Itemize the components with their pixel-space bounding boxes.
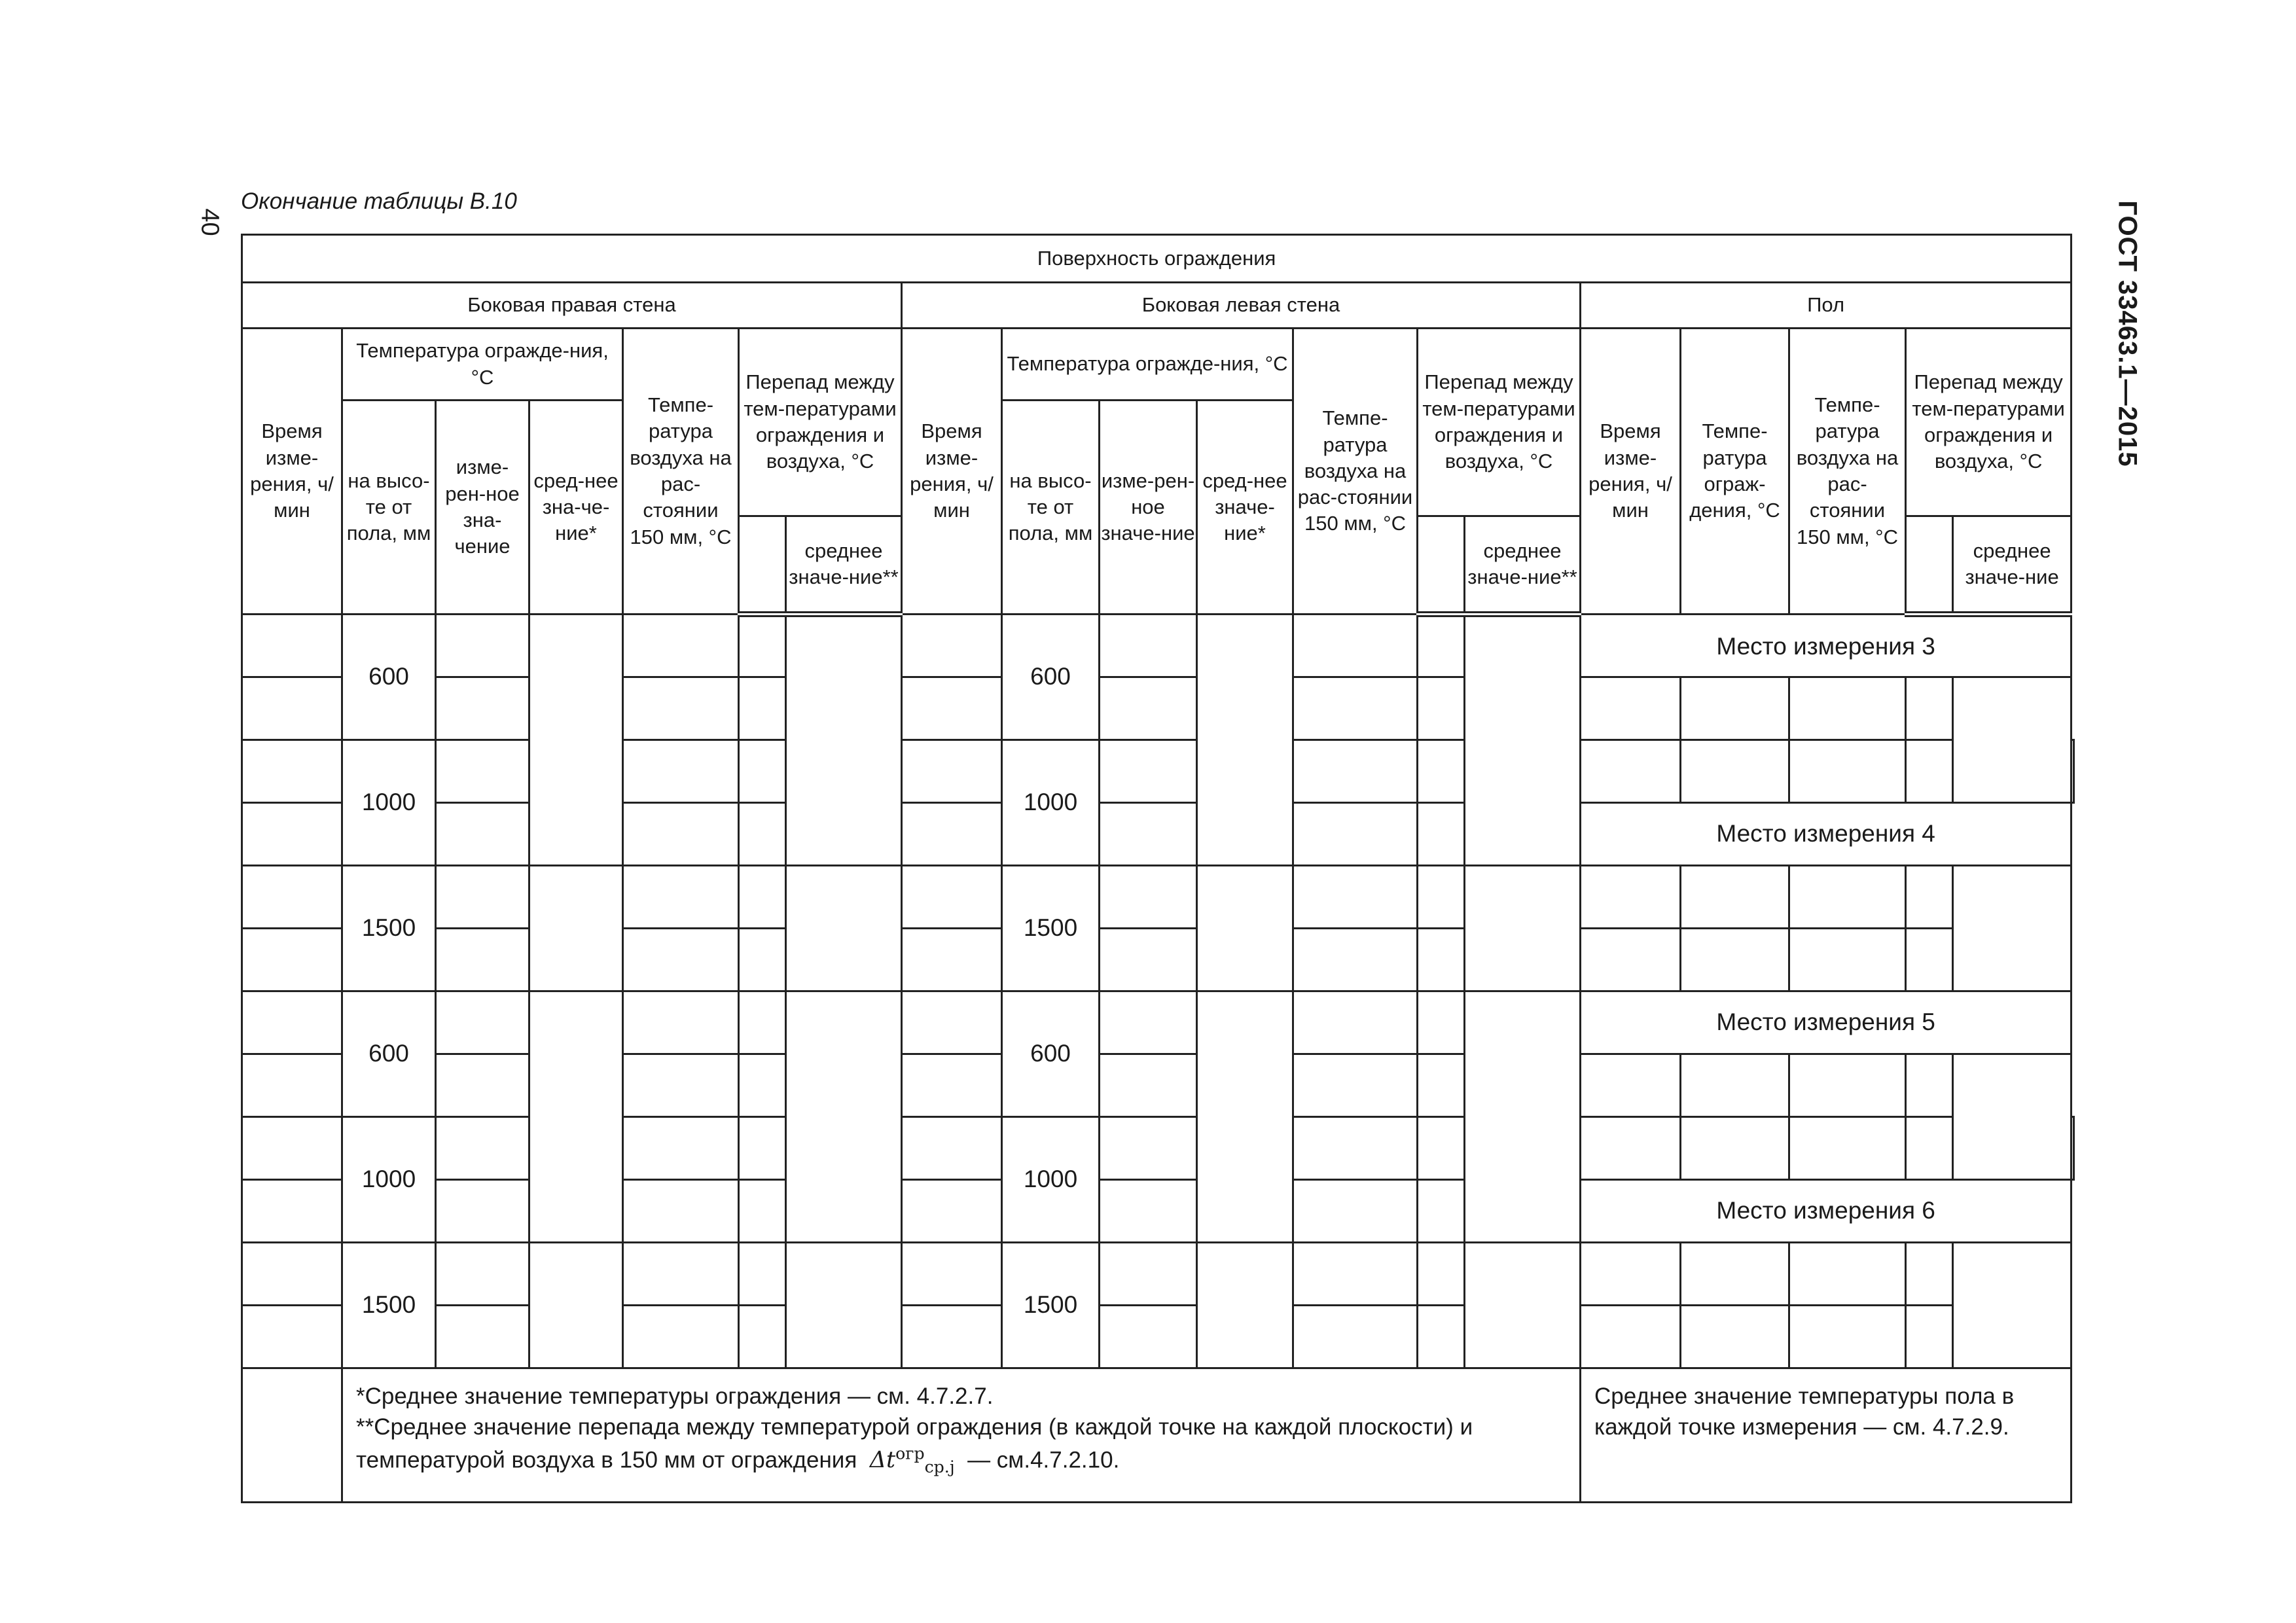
air-temp-header: Темпе-ратура воздуха на рас-стоянии 150 мм, °C: [1293, 329, 1418, 615]
table-cell: [1789, 1054, 1906, 1117]
table-cell: [1789, 740, 1906, 803]
table-cell: [1100, 615, 1197, 677]
table-cell: [623, 866, 739, 929]
floor-footnote: Среднее значение температуры пола в каждой точке измерения — см. 4.7.2.9.: [1581, 1368, 2072, 1503]
table-cell: [1681, 677, 1789, 740]
table-cell: [436, 929, 529, 991]
table-cell: [1906, 866, 1953, 929]
table-cell: [1418, 677, 1465, 740]
average-value-header: сред-нее значе-ние*: [1197, 401, 1293, 615]
table-cell: [1418, 803, 1465, 866]
table-cell: [242, 803, 342, 866]
table-cell: [902, 1054, 1002, 1117]
footnote-2-text: **Среднее значение перепада между температурой ограждения (в каждой точке на каждой плоскости) и температурой воздуха в 150 мм от ограждения: [356, 1414, 1473, 1473]
table-cell: [739, 1306, 786, 1368]
table-cell: [1418, 929, 1465, 991]
diff-header: Перепад между тем-пературами ограждения и воздуха, °C: [1418, 329, 1581, 516]
table-cell: [1581, 866, 1681, 929]
table-cell: [436, 866, 529, 929]
table-cell: [1100, 803, 1197, 866]
table-cell: [786, 991, 902, 1243]
height-value: 1500: [1002, 1243, 1100, 1368]
diff-average-header: среднее значе-ние**: [1465, 516, 1581, 615]
table-cell: [529, 991, 623, 1243]
table-cell: [1418, 1180, 1465, 1243]
table-cell: [739, 615, 786, 677]
height-value: 600: [342, 991, 436, 1117]
table-cell: [1906, 1054, 1953, 1117]
table-cell: [902, 740, 1002, 803]
delta-t-formula: [869, 1444, 955, 1477]
height-header: на высо-те от пола, мм: [342, 401, 436, 615]
table-cell: [436, 991, 529, 1054]
table-cell: [623, 740, 739, 803]
table-cell: [242, 991, 342, 1054]
time-header: Время изме-рения, ч/мин: [1581, 329, 1681, 615]
table-cell: [739, 803, 786, 866]
table-cell: [623, 991, 739, 1054]
measurement-table: [241, 234, 2075, 1503]
table-cell: [436, 677, 529, 740]
height-value: 1000: [1002, 740, 1100, 866]
height-value: 1500: [342, 1243, 436, 1368]
table-cell: [739, 740, 786, 803]
table-cell: [1418, 1117, 1465, 1180]
table-cell: [242, 615, 342, 677]
air-temp-header: Темпе-ратура воздуха на рас-стоянии 150 мм, °C: [623, 329, 739, 615]
left-wall-header: Боковая левая стена: [902, 283, 1581, 329]
table-cell: [1197, 1243, 1293, 1368]
table-cell: [1681, 1243, 1789, 1306]
table-cell: [1681, 866, 1789, 929]
table-cell: [902, 866, 1002, 929]
height-value: 600: [1002, 991, 1100, 1117]
table-cell: [1906, 1117, 1953, 1180]
height-header: на высо-те от пола, мм: [1002, 401, 1100, 615]
height-value: 1000: [342, 1117, 436, 1243]
table-cell: [1293, 1306, 1418, 1368]
table-cell: [529, 615, 623, 866]
table-cell: [902, 1180, 1002, 1243]
table-cell: [1418, 1243, 1465, 1306]
table-cell: [242, 1054, 342, 1117]
table-cell: [902, 1243, 1002, 1306]
table-cell: [623, 1180, 739, 1243]
footnote-1: *Среднее значение температуры ограждения — см. 4.7.2.7.: [356, 1383, 994, 1409]
table-cell: [1197, 991, 1293, 1243]
table-cell: [739, 1054, 786, 1117]
diff-average-header: среднее значе-ние**: [786, 516, 902, 615]
table-cell: [2072, 1117, 2074, 1180]
footnotes: [342, 1368, 1581, 1503]
time-header: Время изме-рения, ч/мин: [242, 329, 342, 615]
table-cell: [623, 1243, 739, 1306]
table-cell: [436, 615, 529, 677]
table-cell: [242, 1180, 342, 1243]
floor-diff-header: Перепад между тем-пературами ограждения и воздуха, °C: [1906, 329, 2072, 516]
standard-code-text: ГОСТ 33463.1—2015: [2113, 200, 2142, 467]
table-cell: [1681, 1117, 1789, 1180]
table-cell: [1293, 740, 1418, 803]
diff-empty-subcell: [739, 516, 786, 615]
measurement-place-label: Место измерения 3: [1581, 615, 2072, 677]
table-cell: [1953, 1054, 2072, 1180]
table-cell: [786, 1243, 902, 1368]
table-cell: [623, 929, 739, 991]
table-cell: [242, 1306, 342, 1368]
table-cell: [1100, 740, 1197, 803]
table-cell: [1100, 866, 1197, 929]
table-cell: [1789, 677, 1906, 740]
table-cell: [1100, 1117, 1197, 1180]
table-caption: Окончание таблицы В.10: [241, 188, 517, 214]
table-cell: [1953, 866, 2072, 991]
table-cell: [902, 1306, 1002, 1368]
table-cell: [1100, 1180, 1197, 1243]
footnote-2: [356, 1412, 1566, 1478]
table-cell: [623, 803, 739, 866]
enclosure-temp-header: Температура огражде-ния, °C: [342, 329, 623, 401]
table-cell: [529, 1243, 623, 1368]
table-cell: [902, 991, 1002, 1054]
table-cell: [1906, 1306, 1953, 1368]
table-cell: [1293, 803, 1418, 866]
table-cell: [242, 866, 342, 929]
table-cell: [1465, 991, 1581, 1243]
table-cell: [1789, 1243, 1906, 1306]
height-value: 600: [1002, 615, 1100, 740]
height-value: 1500: [1002, 866, 1100, 991]
measured-value-header: изме-рен-ное зна-чение: [436, 401, 529, 615]
table-cell: [623, 677, 739, 740]
table-cell: [1789, 1117, 1906, 1180]
table-cell: [623, 615, 739, 677]
floor-temp-header: Темпе-ратура ограж-дения, °C: [1681, 329, 1789, 615]
table-cell: [1293, 1243, 1418, 1306]
table-cell: [1465, 1243, 1581, 1368]
table-cell: [739, 1117, 786, 1180]
table-cell: [1953, 1243, 2072, 1368]
table-cell: [902, 677, 1002, 740]
table-cell: [1906, 740, 1953, 803]
table-cell: [436, 1117, 529, 1180]
table-cell: [1293, 991, 1418, 1054]
height-value: 1000: [342, 740, 436, 866]
diff-empty-subcell: [1418, 516, 1465, 615]
floor-header: Пол: [1581, 283, 2072, 329]
measured-value-header: изме-рен-ное значе-ние: [1100, 401, 1197, 615]
table-cell: [902, 803, 1002, 866]
table-cell: [1197, 866, 1293, 991]
table-cell: [1789, 1306, 1906, 1368]
table-cell: [1100, 677, 1197, 740]
table-cell: [436, 740, 529, 803]
table-cell: [1581, 1306, 1681, 1368]
table-cell: [1581, 677, 1681, 740]
table-cell: [1581, 1243, 1681, 1306]
table-cell: [1197, 615, 1293, 866]
measurement-place-label: Место измерения 6: [1581, 1180, 2072, 1243]
table-cell: [1293, 866, 1418, 929]
table-cell: [1293, 677, 1418, 740]
table-cell: [2072, 740, 2074, 803]
table-cell: [1906, 929, 1953, 991]
time-header: Время изме-рения, ч/мин: [902, 329, 1002, 615]
right-wall-header: Боковая правая стена: [242, 283, 902, 329]
table-cell: [436, 1306, 529, 1368]
height-value: 1000: [1002, 1117, 1100, 1243]
table-cell: [739, 1243, 786, 1306]
table-cell: [623, 1117, 739, 1180]
enclosure-temp-header: Температура огражде-ния, °C: [1002, 329, 1293, 401]
table-cell: [1581, 1117, 1681, 1180]
table-cell: [739, 1180, 786, 1243]
table-cell: [1100, 1243, 1197, 1306]
table-cell: [1100, 1054, 1197, 1117]
table-cell: [1681, 929, 1789, 991]
table-cell: [436, 1180, 529, 1243]
table-cell: [1789, 866, 1906, 929]
footnote-2-ref: — см.4.7.2.10.: [967, 1447, 1120, 1473]
table-cell: [902, 929, 1002, 991]
table-cell: [902, 1117, 1002, 1180]
table-cell: [902, 615, 1002, 677]
table-cell: [242, 1117, 342, 1180]
height-value: 600: [342, 615, 436, 740]
table-cell: [1906, 1243, 1953, 1306]
table-cell: [1418, 991, 1465, 1054]
table-cell: [1418, 615, 1465, 677]
formula-sup: огр: [895, 1444, 925, 1463]
table-cell: [1100, 991, 1197, 1054]
measurement-place-label: Место измерения 5: [1581, 991, 2072, 1054]
table-cell: [1293, 1054, 1418, 1117]
table-cell: [436, 803, 529, 866]
air-temp-header: Темпе-ратура воздуха на рас-стоянии 150 мм, °C: [1789, 329, 1906, 615]
table-cell: [739, 929, 786, 991]
table-cell: [1100, 1306, 1197, 1368]
table-cell: [242, 677, 342, 740]
floor-diff-average-header: среднее значе-ние: [1953, 516, 2072, 615]
table-cell: [1681, 1306, 1789, 1368]
table-cell: [1681, 740, 1789, 803]
table-cell: [436, 1054, 529, 1117]
table-cell: [1418, 1054, 1465, 1117]
table-cell: [242, 740, 342, 803]
table-cell: [786, 615, 902, 866]
table-cell: [1418, 866, 1465, 929]
enclosure-surface-header: Поверхность ограждения: [242, 235, 2072, 283]
table-cell: [1581, 740, 1681, 803]
table-cell: [1681, 1054, 1789, 1117]
table-cell: [1418, 1306, 1465, 1368]
standard-code: [2108, 190, 2147, 478]
measurement-place-label: Место измерения 4: [1581, 803, 2072, 866]
table-cell: [623, 1306, 739, 1368]
table-cell: [1293, 929, 1418, 991]
table-cell: [786, 866, 902, 991]
table-cell: [1465, 615, 1581, 866]
average-value-header: сред-нее зна-че-ние*: [529, 401, 623, 615]
table-cell: [1581, 1054, 1681, 1117]
table-cell: [1906, 677, 1953, 740]
table-cell: [242, 1243, 342, 1306]
floor-diff-empty-subcell: [1906, 516, 1953, 615]
table-cell: [739, 991, 786, 1054]
table-cell: [1465, 866, 1581, 991]
table-cell: [436, 1243, 529, 1306]
table-cell: [1100, 929, 1197, 991]
table-cell: [1418, 740, 1465, 803]
table-cell: [242, 1368, 342, 1503]
table-cell: [623, 1054, 739, 1117]
table-cell: [1789, 929, 1906, 991]
page-number: 40: [196, 208, 224, 236]
table-cell: [739, 866, 786, 929]
table-cell: [1953, 677, 2072, 803]
table-cell: [242, 929, 342, 991]
formula-symbol: Δt: [869, 1447, 896, 1474]
formula-sub: ср.j: [924, 1457, 955, 1477]
table-cell: [1293, 615, 1418, 677]
table-cell: [529, 866, 623, 991]
table-cell: [1581, 929, 1681, 991]
diff-header: Перепад между тем-пературами ограждения и воздуха, °C: [739, 329, 902, 516]
height-value: 1500: [342, 866, 436, 991]
table-cell: [739, 677, 786, 740]
table-cell: [1293, 1117, 1418, 1180]
table-cell: [1293, 1180, 1418, 1243]
